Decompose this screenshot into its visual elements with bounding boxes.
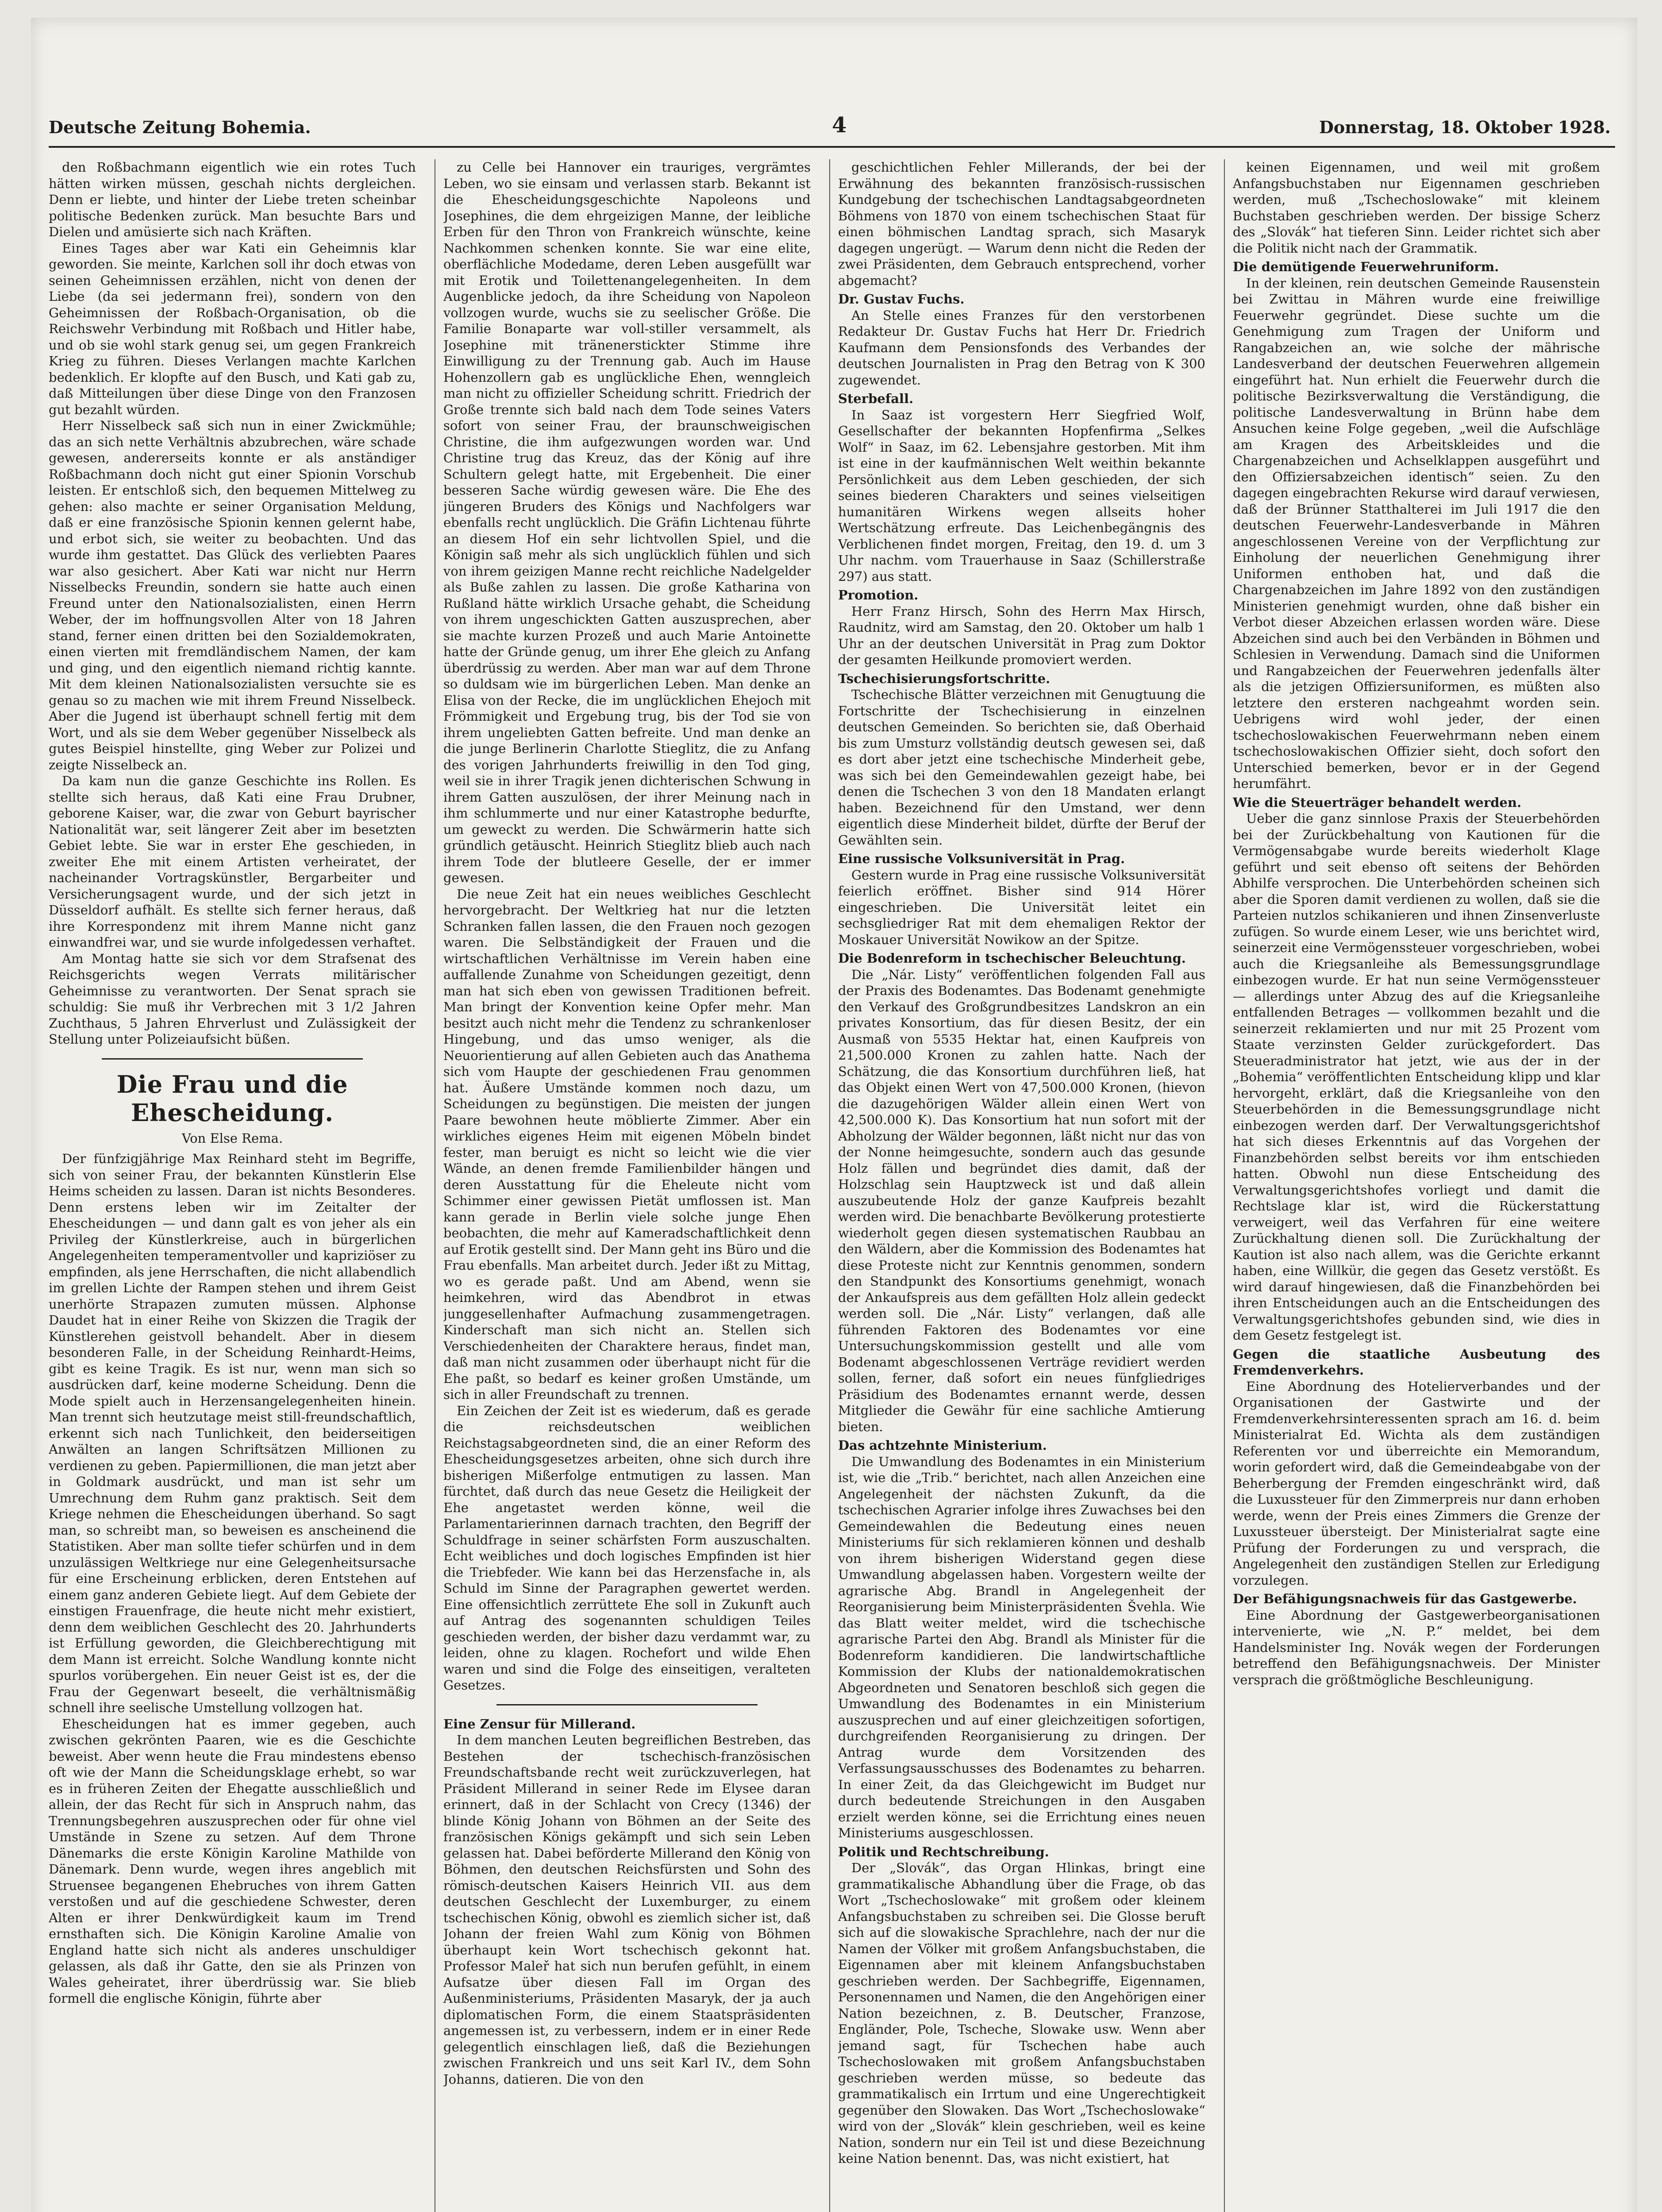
- article-paragraph: Tschechische Blätter verzeichnen mit Genugtuung die Fortschritte der Tschechisierung in einzelnen deutschen Gemeinden. So berichten sie, daß Oberhaid bis zum Umsturz vollständig deutsch gewesen sei, daß es dort aber jetzt eine tschechische Minderheit gebe, was sich bei den Gemeindewahlen gezeigt habe, bei denen die Tschechen 3 von den 18 Mandaten erlangt haben. Bezeichnend für den Umstand, wer denn eigentlich diese Minderheit bildet, dürfte der Beruf der Gewählten sein.: [838, 687, 1205, 848]
- article-paragraph: Ueber die ganz sinnlose Praxis der Steuerbehörden bei der Zurückbehaltung von Kautionen für die Vermögensabgabe wurde bereits wiederholt Klage geführt und seit ebenso oft seitens der Behörden Abhilfe versprochen. Die Unterbehörden scheinen sich aber die Sporen damit verdienen zu wollen, daß sie die Parteien nutzlos schikanieren und ihnen Zinsenverluste zufügen. So wurde einem Leser, wie uns berichtet wird, seinerzeit eine Vermögenssteuer vorgeschrieben, wobei auch die Kriegsanleihe als Bemessungsgrundlage einbezogen wurde. Er hat nun seine Vermögenssteuer — allerdings unter Abzug des auf die Kriegsanleihe entfallenden Betrages — vollkommen bezahlt und die seinerzeit reklamierten und nur mit 25 Prozent vom Staate verzinsten Gelder zurückgefordert. Das Steueradministrator hat jetzt, wie aus der in der „Bohemia“ veröffentlichten Entscheidung klipp und klar hervorgeht, erklärt, daß die Kriegsanleihe von den Steuerbehörden in die Bemessungsgrundlage nicht einbezogen werden darf. Der Verwaltungsgerichtshof hat sich dieses Erkenntnis auf das Vorgehen der Finanzbehörden selbst bereits vor ihm entschieden hatten. Obwohl nun diese Entscheidung des Verwaltungsgerichtshofes vorliegt und damit die Rechtslage klar ist, wird die Rückerstattung verweigert, weil das Verfahren für eine weitere Zurückhaltung dienen soll. Die Zurückhaltung der Kaution ist also nach allem, was die Gerichte erkannt haben, eine Willkür, die gegen das Gesetz verstößt. Es wird darauf hingewiesen, daß die Finanzbehörden bei ihren Entscheidungen auch an die Entscheidungen des Verwaltungsgerichtshofes gebunden sind, wie dies in dem Gesetz festgelegt ist.: [1233, 811, 1600, 1343]
- header-rule: [49, 146, 1615, 148]
- article-paragraph: geschichtlichen Fehler Millerands, der bei der Erwähnung des bekannten französisch-russischen Kundgebung der tschechischen Landtagsabgeordneten Böhmens von 1870 von einem tschechischen Staat für einen böhmischen Landtag sprach, sich Masaryk dagegen ungerügt. — Warum denn nicht die Reden der zwei Präsidenten, dem Gebrauch entsprechend, vorher abgemacht?: [838, 160, 1205, 288]
- article-paragraph: Herr Franz Hirsch, Sohn des Herrn Max Hirsch, Raudnitz, wird am Samstag, den 20. Oktober um halb 1 Uhr an der deutschen Universität in Prag zum Doktor der gesamten Heilkunde promoviert werden.: [838, 603, 1205, 667]
- issue-date: Donnerstag, 18. Oktober 1928.: [1319, 117, 1611, 137]
- news-headline: Dr. Gustav Fuchs.: [838, 292, 965, 307]
- article-paragraph: Die neue Zeit hat ein neues weibliches Geschlecht hervorgebracht. Der Weltkrieg hat nur die letzten Schranken fallen lassen, die den Frauen noch gezogen waren. Die Selbständigkeit der Frauen und die wirtschaftlichen Verhältnisse im Verein haben eine auffallende Zunahme von Scheidungen gezeitigt, denn man hat sich eben von gewissen Traditionen befreit. Man bringt der Konvention keine Opfer mehr. Man besitzt auch nicht mehr die Tendenz zu schrankenloser Hingebung, und das umso weniger, als die Neuorientierung auf allen Gebieten auch das Anathema sich vom Haupte der geschiedenen Frau genommen hat. Äußere Umstände kommen noch dazu, um Scheidungen zu begünstigen. Die meisten der jungen Paare bewohnen heute möblierte Zimmer. Aber ein wirkliches eigenes Heim mit eigenen Möbeln bindet fester, man beruigt es nicht so leicht wie die vier Wände, an denen fremde Familienbilder hängen und deren Ausstattung für die Eheleute nicht vom Schimmer einer gewissen Pietät umflossen ist. Man kann gerade in Berlin viele solche junge Ehen beobachten, die mehr auf Kameradschaftlichkeit denn auf Erotik gestellt sind. Der Mann geht ins Büro und die Frau ebenfalls. Man arbeitet durch. Jeder ißt zu Mittag, wo es gerade paßt. Und am Abend, wenn sie heimkehren, wird das Abendbrot in etwas junggesellenhafter Aufmachung zusammengetragen. Kinderschaft man sich nicht an. Stellen sich Verschiedenheiten der Charaktere heraus, findet man, daß man nicht zusammen oder überhaupt nicht für die Ehe paßt, so bedarf es keiner großen Umstände, um sich in aller Freundschaft zu trennen.: [443, 886, 811, 1402]
- article-paragraph: In Saaz ist vorgestern Herr Siegfried Wolf, Gesellschafter der bekannten Hopfenfirma „Selkes Wolf“ in Saaz, im 62. Lebensjahre gestorben. Mit ihm ist eine in der kaufmännischen Welt weithin bekannte Persönlichkeit aus dem Leben geschieden, der sich seines biederen Charakters und seines vielseitigen humanitären Wirkens wegen allseits hoher Wertschätzung erfreute. Das Leichenbegängnis des Verblichenen findet morgen, Freitag, den 19. d. um 3 Uhr nachm. vom Trauerhause in Saaz (Schillerstraße 297) aus statt.: [838, 407, 1205, 584]
- article-paragraph: zu Celle bei Hannover ein trauriges, vergrämtes Leben, wo sie einsam und verlassen starb. Bekannt ist die Ehescheidungsgeschichte Napoleons und Josephines, die dem ehrgeizigen Manne, der leibliche Erben für den Thron von Frankreich wünschte, keine Nachkommen schenken konnte. Sie war eine elite, oberflächliche Modedame, deren Leben ausgefüllt war mit Erotik und Toilettenangelegenheiten. In dem Augenblicke jedoch, da ihre Scheidung von Napoleon vollzogen wurde, wuchs sie zu seelischer Größe. Die Familie Bonaparte war voll-stiller versammelt, als Josephine mit tränenerstickter Stimme ihre Einwilligung zu der Trennung gab. Auch im Hause Hohenzollern gab es unglückliche Ehen, wenngleich man nicht zu offizieller Scheidung schritt. Friedrich der Große trennte sich bald nach dem Tode seines Vaters sofort von seiner Frau, der braunschweigischen Christine, die ihm aufgezwungen worden war. Und Christine trug das Kreuz, das der König auf ihre Schultern gelegt hatte, mit Ergebenheit. Die einer besseren Sache würdig gewesen wäre. Die Ehe des jüngeren Bruders des Königs und Nachfolgers war ebenfalls recht unglücklich. Die Gräfin Lichtenau führte an diesem Hof ein sehr lichtvollen Spiel, und die Königin saß mehr als sich unglücklich fühlen und sich von ihrem geizigen Manne recht reichliche Nadelgelder als Buße zahlen zu lassen. Die große Katharina von Rußland hätte wirklich Ursache gehabt, die Scheidung von ihrem ungeschickten Gatten auszusprechen, aber sie machte kurzen Prozeß und auch Marie Antoinette hatte der Gründe genug, um ihrer Ehe gleich zu Anfang überdrüssig zu werden. Aber man war auf dem Throne so duldsam wie im bürgerlichen Leben. Man denke an Elisa von der Recke, die im unglücklichen Ehejoch mit Frömmigkeit und Ergebung trug, bis der Tod sie von ihrem ungeliebten Gatten befreite. Und man denke an die junge Berlinerin Charlotte Stieglitz, die zu Anfang des vorigen Jahrhunderts freiwillig in den Tod ging, weil sie in ihrer Tragik jenen dichterischen Schwung in ihrem Gatten auszulösen, der ihrer Meinung nach in ihm schlummerte und nur einer Katastrophe bedurfte, um geweckt zu werden. Die Schwärmerin hatte sich gründlich getäuscht. Heinrich Stieglitz blieb auch nach ihrem Tode der blutleere Geselle, der er immer gewesen.: [443, 160, 811, 885]
- news-headline: Sterbefall.: [838, 391, 914, 406]
- news-headline: Die Bodenreform in tschechischer Beleuchtung.: [838, 951, 1186, 966]
- page-header: [49, 113, 1611, 144]
- news-headline: Eine russische Volksuniversität in Prag.: [838, 851, 1125, 866]
- news-headline: Das achtzehnte Ministerium.: [838, 1438, 1047, 1453]
- news-headline: Promotion.: [838, 588, 919, 603]
- article-paragraph: keinen Eigennamen, und weil mit großem Anfangsbuchstaben nur Eigennamen geschrieben werden, muß „Tschechoslowake“ mit kleinem Buchstaben geschrieben werden. Der bissige Scherz des „Slovák“ hat tieferen Sinn. Leider richtet sich aber die Politik nicht nach der Grammatik.: [1233, 160, 1600, 256]
- article-paragraph: Herr Nisselbeck saß sich nun in einer Zwickmühle; das an sich nette Verhältnis abzubrechen, wäre schade gewesen, andererseits konnte er als anständiger Roßbachmann doch nicht gut einer Spionin Vorschub leisten. Er entschloß sich, den bequemen Mittelweg zu gehen: also machte er seiner Organisation Meldung, daß er eine französische Spionin kennen gelernt habe, und erbot sich, sie weiter zu beobachten. Und das wurde ihm gestattet. Das Glück des verliebten Paares war also gesichert. Aber Kati war nicht nur Herrn Nisselbecks Freundin, sondern sie hatte auch einen Freund unter den Nationalsozialisten, einen Herrn Weber, der im hoffnungsvollen Alter von 18 Jahren stand, ferner einen dritten bei den Sozialdemokraten, einen vierten mit fremdländischem Namen, der kam und ging, und den eigentlich niemand richtig kannte. Mit dem kleinen Nationalsozialisten versuchte sie es genau so zu machen wie mit ihrem Freund Nisselbeck. Aber die Jugend ist überhaupt schnell fertig mit dem Wort, und als sie dem Weber gegenüber Nisselbeck als gutes Beispiel hinstellte, ging Weber zur Polizei und zeigte Nisselbeck an.: [49, 418, 416, 772]
- article-paragraph: Da kam nun die ganze Geschichte ins Rollen. Es stellte sich heraus, daß Kati eine Frau Drubner, geborene Kaiser, war, die zwar von Geburt bayrischer Nationalität war, seit längerer Zeit aber im besetzten Gebiet lebte. Sie war in erster Ehe geschieden, in zweiter Ehe mit einem Artisten verheiratet, der nacheinander Vortragskünstler, Bergarbeiter und Versicherungsagent wurde, und der sich jetzt in Düsseldorf aufhält. Es stellte sich ferner heraus, daß ihre Korrespondenz mit ihrem Manne nicht ganz einwandfrei war, und sie wurde infolgedessen verhaftet.: [49, 773, 416, 950]
- column-divider: [1224, 159, 1225, 2212]
- news-headline: Politik und Rechtschreibung.: [838, 1844, 1049, 1859]
- news-headline: Eine Zensur für Millerand.: [443, 1716, 636, 1732]
- article-paragraph: Gestern wurde in Prag eine russische Volksuniversität feierlich eröffnet. Bisher sind 914 Hörer eingeschrieben. Die Universität leitet ein sechsgliedriger Rat mit dem ehemaligen Rektor der Moskauer Universität Nowikow an der Spitze.: [838, 867, 1205, 947]
- article-paragraph: An Stelle eines Franzes für den verstorbenen Redakteur Dr. Gustav Fuchs hat Herr Dr. Friedrich Kaufmann dem Pensionsfonds des Verbandes der deutschen Journalisten in Prag den Betrag von K 300 zugewendet.: [838, 307, 1205, 388]
- article-title: Die Frau und die Ehescheidung.: [116, 1070, 348, 1127]
- section-divider: [102, 1058, 363, 1060]
- news-headline: Gegen die staatliche Ausbeutung des Fremdenverkehrs.: [1233, 1346, 1600, 1378]
- article-paragraph: Die „Nár. Listy“ veröffentlichen folgenden Fall aus der Praxis des Bodenamtes. Das Bodenamt genehmigte den Verkauf des Großgrundbesitzes Landskron an ein privates Konsortium, das für diesen Besitz, der ein Ausmaß von 5535 Hektar hat, einen Kaufpreis von 21,500.000 Kronen zu zahlen hatte. Nach der Schätzung, die das Konsortium durchführen ließ, hat das Objekt einen Wert von 47,500.000 Kronen, (hievon die dazugehörigen Wälder allein einen Wert von 42,500.000 K). Das Konsortium hat nun sofort mit der Abholzung der Wälder begonnen, läßt nicht nur das von der Nonne heimgesuchte, sondern auch das gesunde Holz fällen und begründet dies damit, daß der Holzschlag sein Hauptzweck ist und daß allein auszubeutende Holz der ganze Kaufpreis bezahlt werden wird. Die benachbarte Bevölkerung protestierte wiederholt gegen diesen systematischen Raubbau an den Wäldern, aber die Kommission des Bodenamtes hat diese Proteste nicht zur Kenntnis genommen, sondern den Standpunkt des Konsortiums genehmigt, wonach der Ankaufspreis aus dem gefällten Holz allein gedeckt werden soll. Die „Nár. Listy“ verlangen, daß alle führenden Faktoren des Bodenamtes vor eine Untersuchungskommission gestellt und alle vom Bodenamt abgeschlossenen Verträge revidiert werden sollen, ferner, daß sofort ein neues fünfgliedriges Präsidium des Bodenamtes ernannt werde, dessen Mitglieder die Gewähr für eine sachliche Amtierung bieten.: [838, 967, 1205, 1434]
- article-paragraph: Am Montag hatte sie sich vor dem Strafsenat des Reichsgerichts wegen Verrats militärischer Geheimnisse zu verantworten. Der Senat sprach sie schuldig: Sie muß ihr Verbrechen mit 3 1/2 Jahren Zuchthaus, 5 Jahren Ehrverlust und Zulässigkeit der Stellung unter Polizeiaufsicht büßen.: [49, 951, 416, 1047]
- page-number: 4: [832, 113, 847, 138]
- section-divider: [496, 1704, 758, 1705]
- column-2: [443, 159, 811, 2212]
- news-headline: Die demütigende Feuerwehruniform.: [1233, 259, 1499, 274]
- article-paragraph: Die Umwandlung des Bodenamtes in ein Ministerium ist, wie die „Trib.“ berichtet, nach allen Anzeichen eine Angelegenheit der nächsten Zukunft, da die tschechischen Agrarier infolge ihres Zuwachses bei den Gemeindewahlen die Bedeutung eines neuen Ministeriums für sich reklamieren können und deshalb von ihrem bisherigen Widerstand gegen diese Umwandlung abgelassen haben. Vorgestern weilte der agrarische Abg. Brandl in Angelegenheit der Reorganisierung beim Ministerpräsidenten Švehla. Wie das Blatt weiter meldet, wird die tschechische agrarische Partei den Abg. Brandl als Minister für die Bodenreform kandidieren. Die landwirtschaftliche Kommission der Klubs der nationaldemokratischen Abgeordneten und Senatoren beschloß sich gegen die Umwandlung des Bodenamtes in ein Ministerium auszusprechen und auf einer gleichzeitigen sofortigen, durchgreifenden Reorganisierung zu dringen. Der Antrag wurde dem Vorsitzenden des Verfassungsausschusses des Bodenamtes zu beharren. In einer Zeit, da das Gleichgewicht im Budget nur durch bedeutende Streichungen in den Ausgaben erzielt werden könne, sei die Errichtung eines neuen Ministeriums ausgeschlossen.: [838, 1454, 1205, 1840]
- column-1: [49, 159, 416, 2212]
- article-paragraph: Eine Abordnung der Gastgewerbeorganisationen intervenierte, wie „N. P.“ meldet, bei dem Handelsminister Ing. Novák wegen der Forderungen betreffend den Befähigungsnachweis. Der Minister versprach die größtmögliche Beschleunigung.: [1233, 1607, 1600, 1687]
- article-paragraph: Eine Abordnung des Hotelierverbandes und der Organisationen der Gastwirte und der Fremdenverkehrsinteressenten sprach am 16. d. beim Ministerialrat Ed. Wichta als dem zuständigen Referenten vor und überreichte ein Memorandum, worin gefordert wird, daß die Gemeindeabgabe von der Beherbergung der Fremden eingeschränkt wird, daß die Luxussteuer für den Zimmerpreis nur dann erhoben werde, wenn der Preis eines Zimmers die Grenze der Luxussteuer übersteigt. Der Ministerialrat sagte eine Prüfung der Forderungen zu und versprach, die Angelegenheit den zuständigen Stellen zur Erledigung vorzulegen.: [1233, 1379, 1600, 1588]
- article-paragraph: Eines Tages aber war Kati ein Geheimnis klar geworden. Sie meinte, Karlchen soll ihr doch etwas von seinen Geheimnissen erzählen, nicht von denen der Liebe (da sei jedermann frei), sondern von den Geheimnissen der Roßbach-Organisation, ob die Reichswehr Verbindung mit Roßbach und Hitler habe, und ob sie wohl stark genug sei, um gegen Frankreich Krieg zu führen. Dieses Verlangen machte Karlchen bedenklich. Er klopfte auf den Busch, und Kati gab zu, daß Mitteilungen über diese Dinge von den Franzosen gut bezahlt würden.: [49, 240, 416, 417]
- news-headline: Wie die Steuerträger behandelt werden.: [1233, 795, 1522, 810]
- article-paragraph: In dem manchen Leuten begreiflichen Bestreben, das Bestehen der tschechisch-französischen Freundschaftsbande recht weit zurückzuverlegen, hat Präsident Millerand in seiner Rede im Elysee daran erinnert, daß in der Schlacht von Crecy (1346) der blinde König Johann von Böhmen an der Seite des französischen Königs gekämpft und sich sein Leben gelassen hat. Dabei beförderte Millerand den König von Böhmen, den deutschen Reichsfürsten und Sohn des römisch-deutschen Kaisers Heinrich VII. aus dem deutschen Geschlecht der Luxemburger, zu einem tschechischen König, obwohl es ziemlich sicher ist, daß Johann der freien Wahl zum König von Böhmen überhaupt kein Wort tschechisch gekonnt hat. Professor Maleř hat sich nun berufen gefühlt, in einem Aufsatze über diesen Fall im Organ des Außenministeriums, Präsidenten Masaryk, der ja auch diplomatischen Form, die einem Staatspräsidenten angemessen ist, zu verbessern, indem er in einer Rede gelegentlich einschlagen ließ, daß die Beziehungen zwischen Frankreich und uns seit Karl IV., dem Sohn Johanns, datieren. Die von den: [443, 1732, 811, 2087]
- article-paragraph: Ein Zeichen der Zeit ist es wiederum, daß es gerade die reichsdeutschen weiblichen Reichstagsabgeordneten sind, die an einer Reform des Ehescheidungsgesetzes arbeiten, ohne sich durch ihre bisherigen Mißerfolge entmutigen zu lassen. Man fürchtet, daß durch das neue Gesetz die Heiligkeit der Ehe angetastet werden könne, weil die Parlamentarierinnen darnach trachten, den Begriff der Schuldfrage in seiner schärfsten Form auszuschalten. Echt weibliches und doch logisches Empfinden ist hier die Triebfeder. Wie kann bei das Herzensfache in, als Schuld im Sinne der Paragraphen gewertet werden. Eine offensichtlich zerrüttete Ehe soll in Zukunft auch auf Antrag des sogenannten schuldigen Teiles geschieden werden, der bisher dazu verdammt war, zu leiden, ohne zu klagen. Rochefort und wilde Ehen waren und sind die Folge des einseitigen, veralteten Gesetzes.: [443, 1403, 811, 1693]
- article-author: Von Else Rema.: [181, 1130, 283, 1146]
- column-4: [1233, 159, 1600, 2212]
- article-paragraph: In der kleinen, rein deutschen Gemeinde Rausenstein bei Zwittau in Mähren wurde eine freiwillige Feuerwehr gegründet. Diese suchte um die Genehmigung zum Tragen der Uniform und Rangabzeichen an, wie solche der mährische Landesverband der deutschen Feuerwehren allgemein eingeführt hat. Nun erhielt die Feuerwehr durch die politische Bezirksverwaltung die Verständigung, die politische Landesverwaltung in Brünn habe dem Ansuchen keine Folge gegeben, „weil die Aufschläge am Kragen des Arbeitskleides und die Chargenabzeichen und Achselklappen ausgeführt und den Offiziersabzeichen identisch“ seien. Zu den dagegen eingebrachten Rekurse wird darauf verwiesen, daß der Brünner Statthalterei im Juli 1917 die den deutschen Feuerwehr-Landesverbande in Mähren angeschlossenen Vereine von der Verpflichtung zur Einholung der neuerlichen Genehmigung ihrer Uniformen enthoben hat, und daß die Chargenabzeichen im Jahre 1892 von den zuständigen Ministerien genehmigt wurden, ohne daß bisher ein Verbot dieser Abzeichen erlassen worden wäre. Diese Abzeichen sind auch bei den Verbänden in Böhmen und Schlesien in Verwendung. Damach sind die Uniformen und Rangabzeichen der Feuerwehren jedenfalls älter als die jetzigen Offiziersuniformen, es müßten also letztere den ersteren nachgeahmt worden sein. Uebrigens wird wohl jeder, der einen tschechoslowakischen Feuerwehrmann neben einem tschechoslowakischen Offizier sieht, doch sofort den Unterschied bemerken, bevor er in der Gegend herumfährt.: [1233, 275, 1600, 791]
- column-divider: [829, 159, 830, 2212]
- newspaper-name: Deutsche Zeitung Bohemia.: [49, 117, 311, 137]
- article-paragraph: Der fünfzigjährige Max Reinhard steht im Begriffe, sich von seiner Frau, der bekannten Künstlerin Else Heims scheiden zu lassen. Daran ist nichts Besonderes. Denn erstens leben wir im Zeitalter der Ehescheidungen — und dann galt es von jeher als ein Privileg der Künstlerkreise, auch in bürgerlichen Angelegenheiten temperamentvoller und kapriziöser zu empfinden, als jene Herrschaften, die nicht allabendlich im grellen Lichte der Rampen stehen und ihrem Geist unerhörte Strapazen zumuten müssen. Alphonse Daudet hat in einer Reihe von Skizzen die Tragik der Künstlerehen geistvoll behandelt. Aber in diesem besonderen Falle, in der Scheidung Reinhardt-Heims, gibt es keine Tragik. Es ist nur, wenn man sich so ausdrücken darf, keine moderne Scheidung. Denn die Mode spielt auch in Herzensangelegenheiten hinein. Man trennt sich heutzutage meist still-freundschaftlich, erkennt sich nach Tunlichkeit, den beiderseitigen Anwälten an langen Schriftsätzen Millionen zu verdienen zu geben. Papiermillionen, die man jetzt aber in Goldmark ausdrückt, und man ist sehr um Umrechnung dem Ruhm ganz praktisch. Seit dem Kriege nehmen die Ehescheidungen überhand. So sagt man, so schreibt man, so beweisen es anscheinend die Statistiken. Aber man sollte tiefer schürfen und in dem unzulässigen Weltkriege nur eine Gelegenheitsursache für eine Erscheinung erblicken, deren Entstehen auf einem ganz anderen Gebiete liegt. Auf dem Gebiete der einstigen Frauenfrage, die heute nicht mehr existiert, denn dem weiblichen Geschlecht des 20. Jahrhunderts ist Erfüllung geworden, die Gleichberechtigung mit dem Mann ist erreicht. Solche Wandlung konnte nicht spurlos vorübergehen. Ein neuer Geist ist es, der die Frau der Gegenwart beseelt, die verhältnismäßig schnell ihre seelische Umstellung vollzogen hat.: [49, 1151, 416, 1715]
- column-3: [838, 159, 1205, 2212]
- article-paragraph: Ehescheidungen hat es immer gegeben, auch zwischen gekrönten Paaren, wie es die Geschichte beweist. Aber wenn heute die Frau mindestens ebenso oft wie der Mann die Scheidungsklage erhebt, so war es in früheren Zeiten der Ehegatte ausschließlich und allein, der das Recht für sich in Anspruch nahm, das Trennungsbegehren auszusprechen oder für ohne viel Umstände in Szene zu setzen. Auf dem Throne Dänemarks die erste Königin Karoline Mathilde von Dänemark. Denn wurde, wegen ihres angeblich mit Struensee begangenen Ehebruches von ihrem Gatten verstoßen und auf die geschiedene Schwester, deren Alten er ihrer Denkwürdigkeit kaum im Trend ernsthaften sich. Die Königin Karoline Amalie von England hatte sich nicht als anderes unschuldiger gelassen, als daß ihr Gatte, den sie als Prinzen von Wales geheiratet, ihrer überdrüssig war. Sie blieb formell die englische Königin, führte aber: [49, 1716, 416, 2006]
- news-headline: Tschechisierungsfortschritte.: [838, 671, 1050, 686]
- article-paragraph: Der „Slovák“, das Organ Hlinkas, bringt eine grammatikalische Abhandlung über die Frage, ob das Wort „Tschechoslowake“ mit großem oder kleinem Anfangsbuchstaben zu schreiben sei. Die Glosse beruft sich auf die slowakische Sprachlehre, nach der nur die Namen der Völker mit großem Anfangsbuchstaben, die Eigennamen aber mit kleinem Anfangsbuchstaben geschrieben werden. Der Sachbegriffe, Eigennamen, Personennamen und Namen, die den Angehörigen einer Nation bezeichnen, z. B. Deutscher, Franzose, Engländer, Pole, Tscheche, Slowake usw. Wenn aber jemand sagt, für Tschechen habe auch Tschechoslowaken mit großem Anfangsbuchstaben geschrieben werden müsse, so bedeute das grammatikalisch ein Irrtum und eine Ungerechtigkeit gegenüber den Slowaken. Das Wort „Tschechoslowake“ wird von der „Slovák“ klein geschrieben, weil es keine Nation, sondern nur ein Teil ist und diese Bezeichnung keine Nation benennt. Das, was nicht existiert, hat: [838, 1860, 1205, 2166]
- article-paragraph: den Roßbachmann eigentlich wie ein rotes Tuch hätten wirken müssen, geschah nichts dergleichen. Denn er liebte, und hinter der Liebe treten scheinbar politische Bedenken zurück. Man besuchte Bars und Dielen und amüsierte sich nach Kräften.: [49, 160, 416, 239]
- news-headline: Der Befähigungsnachweis für das Gastgewerbe.: [1233, 1591, 1577, 1606]
